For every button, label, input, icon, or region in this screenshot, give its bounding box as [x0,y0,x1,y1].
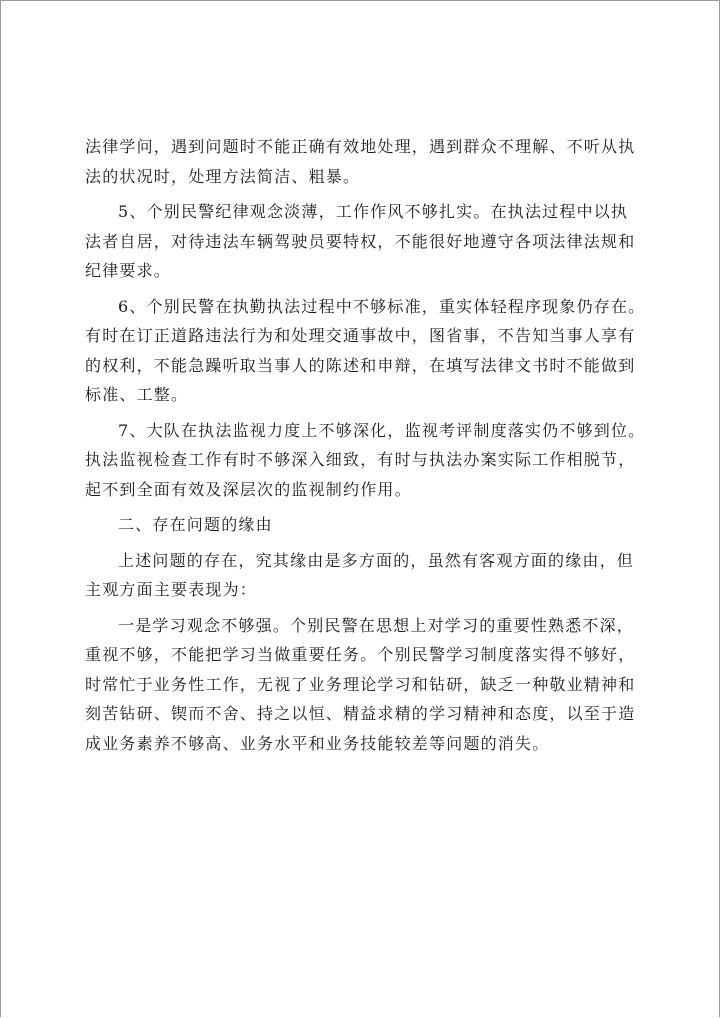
paragraph-5 [85,546,665,605]
text-line: 执法监视检查工作有时不够深入细致，有时与执法办案实际工作相脱节， [85,450,636,469]
paragraph-2 [85,197,665,286]
text-line: 重视不够，不能把学习当做重要任务。个别民警学习制度落实得不够好， [85,645,636,664]
text-line: 法的状况时，处理方法简洁、粗暴。 [85,166,361,186]
document-body [85,132,665,764]
text-line: 时常忙于业务性工作，无视了业务理论学习和钻研，缺乏一种敬业精神和 [85,674,636,694]
paragraph-6 [85,611,665,759]
text-line: 法律学问，遇到问题时不能正确有效地处理，遇到群众不理解、不听从执 [85,137,636,156]
paragraph-4 [85,416,665,505]
text-line: 法者自居，对待违法车辆驾驶员要特权，不能很好地遵守各项法律法规和 [85,231,636,251]
text-line: 一是学习观念不够强。个别民警在思想上对学习的重要性熟悉不深， [118,615,635,635]
heading-line: 二、存在问题的缘由 [118,515,273,534]
text-line: 成业务素养不够高、业务水平和业务技能较差等问题的消失。 [85,733,550,753]
text-line: 有时在订正道路违法行为和处理交通事故中，图省事，不告知当事人享有 [85,326,636,345]
text-line: 刻苦钻研、锲而不舍、持之以恒、精益求精的学习精神和态度，以至于造 [85,704,636,723]
text-line: 起不到全面有效及深层次的监视制约作用。 [85,479,412,499]
text-line: 纪律要求。 [85,261,172,280]
text-line: 标准、工整。 [85,385,189,404]
text-line: 上述问题的存在，究其缘由是多方面的，虽然有客观方面的缘由，但 [118,550,635,570]
text-line: 的权利，不能急躁听取当事人的陈述和申辩，在填写法律文书时不能做到 [85,355,636,375]
text-line: 5、个别民警纪律观念淡薄，工作作风不够扎实。在执法过程中以执 [118,202,629,221]
paragraph-1 [85,132,665,191]
paragraph-3 [85,292,665,410]
text-line: 7、大队在执法监视力度上不够深化，监视考评制度落实仍不够到位。 [118,420,646,440]
text-line: 主观方面主要表现为： [85,580,258,599]
text-line: 6、个别民警在执勤执法过程中不够标准，重实体轻程序现象仍存在。 [118,296,646,316]
section-heading [85,510,665,540]
